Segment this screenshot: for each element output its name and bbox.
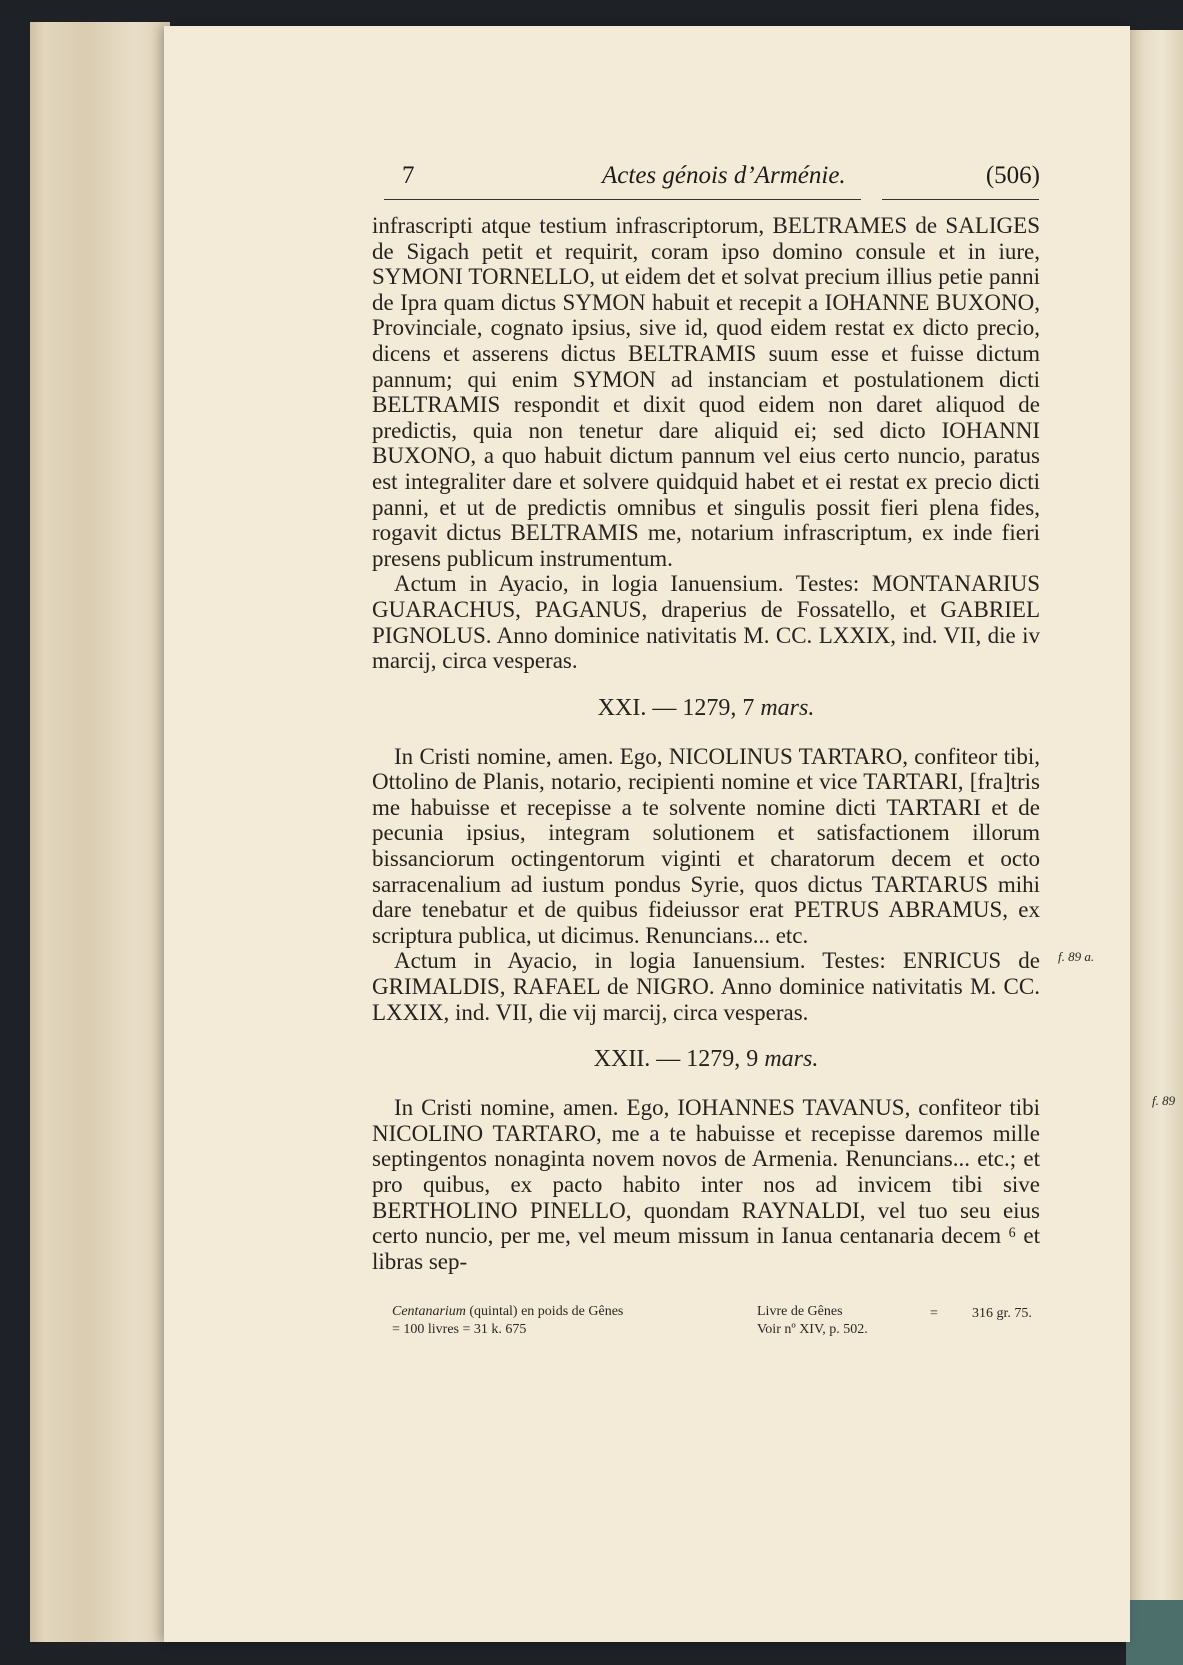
running-title: Actes génois d’Arménie.	[602, 162, 846, 189]
header-rule-left	[384, 199, 861, 200]
paragraph-actum-2: Actum in Ayacio, in logia Ianuensium. Testes: ENRICUS de GRIMALDIS, RAFAEL de NIGRO. Anno dominice nativitatis M. CC. LXXIX, ind. VII, die vij marcij, circa vesperas.	[372, 948, 1040, 1025]
margin-note-folio-next-page: f. 89	[1152, 1093, 1176, 1108]
footnote-mid-line1: Livre de Gênes	[757, 1304, 843, 1319]
margin-note-folio: f. 89 a.	[1058, 949, 1095, 964]
footnote-equals: =	[930, 1306, 938, 1321]
footnote-conversion: = 100 livres = 31 k. 675	[392, 1322, 527, 1337]
section-heading-xxii	[372, 1045, 1040, 1073]
footnote-term-rest: (quintal) en poids de Gênes	[469, 1304, 624, 1319]
folio-number: (506)	[985, 162, 1040, 189]
main-text	[372, 213, 1040, 1283]
header-rule-right	[882, 199, 1039, 200]
page-number: 7	[402, 162, 415, 189]
paragraph-actum-1: Actum in Ayacio, in logia Ianuensium. Testes: MONTANARIUS GUARACHUS, PAGANUS, draperius de Fossatello, et GABRIEL PIGNOLUS. Anno dominice nativitatis M. CC. LXXIX, ind. VII, die iv marcij, circa vesperas.	[372, 571, 1040, 674]
footnote	[392, 1303, 1042, 1353]
paragraph-xxi-text: In Cristi nomine, amen. Ego, NICOLINUS TARTARO, confiteor tibi, Ottolino de Planis, notario, recipienti nomine et vice TARTARI, [fra]tris me habuisse et recepisse a te solvente nomine dicti TARTARI et de pecunia ipsius, integram solutionem et satisfactionem illorum bissanciorum octingentorum viginti et charatorum decem et octo sarracenalium ad iustum pondus Syrie, quos dictus TARTARUS mihi dare tenebatur et de quibus fideiussor erat PETRUS ABRAMUS, ex scriptura publica, ut dicimus. Renuncians... etc.	[372, 743, 1040, 948]
footnote-value: 316 gr. 75.	[972, 1306, 1032, 1321]
footnote-mid-line2: Voir nº XIV, p. 502.	[757, 1322, 868, 1337]
paragraph-continuation: infrascripti atque testium infrascriptorum, BELTRAMES de SALIGES de Sigach petit et requirit, coram ipso domino consule et in iure, SYMONI TORNELLO, ut eidem det et solvat precium illius petie panni de Ipra quam dictus SYMON habuit et recepit a IOHANNE BUXONO, Provinciale, cognato ipsius, sive id, quod eidem restat ex dicto precio, dicens et asserens dictus BELTRAMIS suum esse et fuisse dictum pannum; qui enim SYMON ad instanciam et postulationem dicti BELTRAMIS respondit et dixit quod eidem non daret aliquod de predictis, quia non tenetur dare aliquid ei; sed dicto IOHANNI BUXONO, a quo habuit dictum pannum vel eius certo nuncio, paratus est integraliter dare et solvere quidquid habet et ei restat ex precio dicti panni, et ut de predictis omnibus et singulis possit fieri plena fides, rogavit dictus BELTRAMIS me, notarium infrascriptum, ex inde fieri presens publicum instrumentum.	[372, 213, 1040, 571]
paragraph-xxii-text: In Cristi nomine, amen. Ego, IOHANNES TAVANUS, confiteor tibi NICOLINO TARTARO, me a te habuisse et recepisse daremos mille septingentos nonaginta novem novos de Armenia. Renuncians... etc.; et pro quibus, ex pacto habito inter nos ad invicem tibi sive BERTHOLINO PINELLO, quondam RAYNALDI, vel tuo seu eius certo nuncio, per me, vel meum missum in Ianua centanaria decem ⁶ et libras sep-	[372, 1095, 1040, 1274]
footnote-term: Centanarium	[392, 1304, 466, 1319]
footnote-middle	[757, 1303, 927, 1339]
section-heading-xxi	[372, 694, 1040, 722]
heading-month: mars.	[764, 1046, 819, 1073]
next-page-edge	[1130, 30, 1183, 1655]
running-header	[372, 160, 1040, 200]
binding-tab	[1126, 1600, 1183, 1665]
heading-number: XXI. — 1279, 7	[597, 694, 755, 721]
heading-month: mars.	[760, 694, 815, 721]
footnote-left	[392, 1303, 662, 1339]
heading-number: XXII. — 1279, 9	[593, 1046, 759, 1073]
book-left-edge	[30, 22, 170, 1642]
